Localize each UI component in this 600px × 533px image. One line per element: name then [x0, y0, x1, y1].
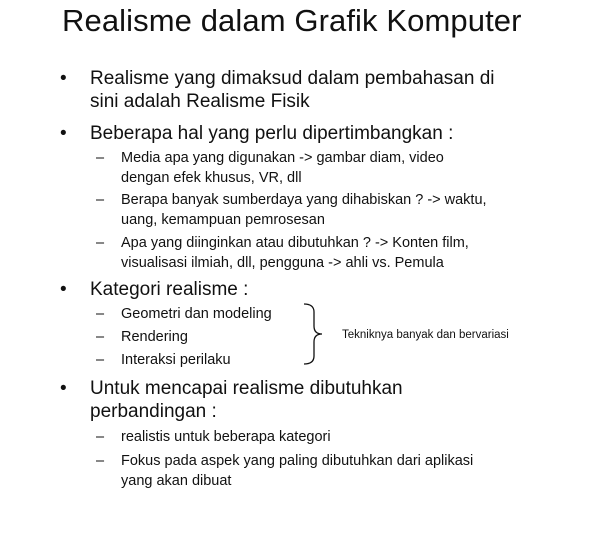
dash-icon: –: [96, 192, 105, 208]
sub-text-line: realistis untuk beberapa kategori: [121, 429, 331, 445]
bullet-text-line: Kategori realisme :: [90, 279, 249, 300]
brace-note: Tekniknya banyak dan bervariasi: [342, 329, 509, 341]
sub-item: [96, 427, 571, 447]
sub-item: [96, 304, 571, 324]
sub-text-line: Geometri dan modeling: [121, 306, 272, 322]
sub-item: [96, 190, 571, 230]
sub-item: [96, 233, 571, 273]
bullet-icon: •: [60, 123, 67, 144]
sub-item: [96, 451, 571, 491]
bullet-icon: •: [60, 279, 67, 300]
bullet-text-line: perbandingan :: [90, 401, 217, 422]
bullet-text-line: Untuk mencapai realisme dibutuhkan: [90, 378, 403, 399]
bullet-icon: •: [60, 68, 67, 89]
bullet-item: [60, 377, 580, 423]
dash-icon: –: [96, 235, 105, 251]
bullet-item: [60, 278, 580, 301]
sub-text-line: Media apa yang digunakan -> gambar diam, video: [121, 150, 444, 166]
sub-text-line: Apa yang diinginkan atau dibutuhkan ? -> Konten film,: [121, 235, 469, 251]
sub-text-line: Rendering: [121, 329, 188, 345]
bullet-icon: •: [60, 378, 67, 399]
curly-brace-icon: [300, 302, 336, 366]
dash-icon: –: [96, 429, 105, 445]
sub-item: [96, 350, 571, 370]
bullet-text-line: Realisme yang dimaksud dalam pembahasan di: [90, 68, 495, 89]
dash-icon: –: [96, 453, 105, 469]
bullet-text-line: Beberapa hal yang perlu dipertimbangkan :: [90, 123, 454, 144]
sub-text-line: yang akan dibuat: [121, 473, 232, 489]
sub-item: [96, 148, 571, 188]
bullet-item: [60, 67, 580, 113]
bullet-item: [60, 122, 580, 145]
sub-text-line: dengan efek khusus, VR, dll: [121, 170, 302, 186]
dash-icon: –: [96, 352, 105, 368]
dash-icon: –: [96, 329, 105, 345]
sub-text-line: Fokus pada aspek yang paling dibutuhkan dari aplikasi: [121, 453, 474, 469]
slide-title: Realisme dalam Grafik Komputer: [62, 3, 522, 38]
sub-text-line: uang, kemampuan pemrosesan: [121, 212, 325, 228]
dash-icon: –: [96, 306, 105, 322]
dash-icon: –: [96, 150, 105, 166]
bullet-text-line: sini adalah Realisme Fisik: [90, 91, 310, 112]
sub-text-line: visualisasi ilmiah, dll, pengguna -> ahli vs. Pemula: [121, 255, 444, 271]
sub-text-line: Interaksi perilaku: [121, 352, 231, 368]
sub-text-line: Berapa banyak sumberdaya yang dihabiskan ? -> waktu,: [121, 192, 487, 208]
